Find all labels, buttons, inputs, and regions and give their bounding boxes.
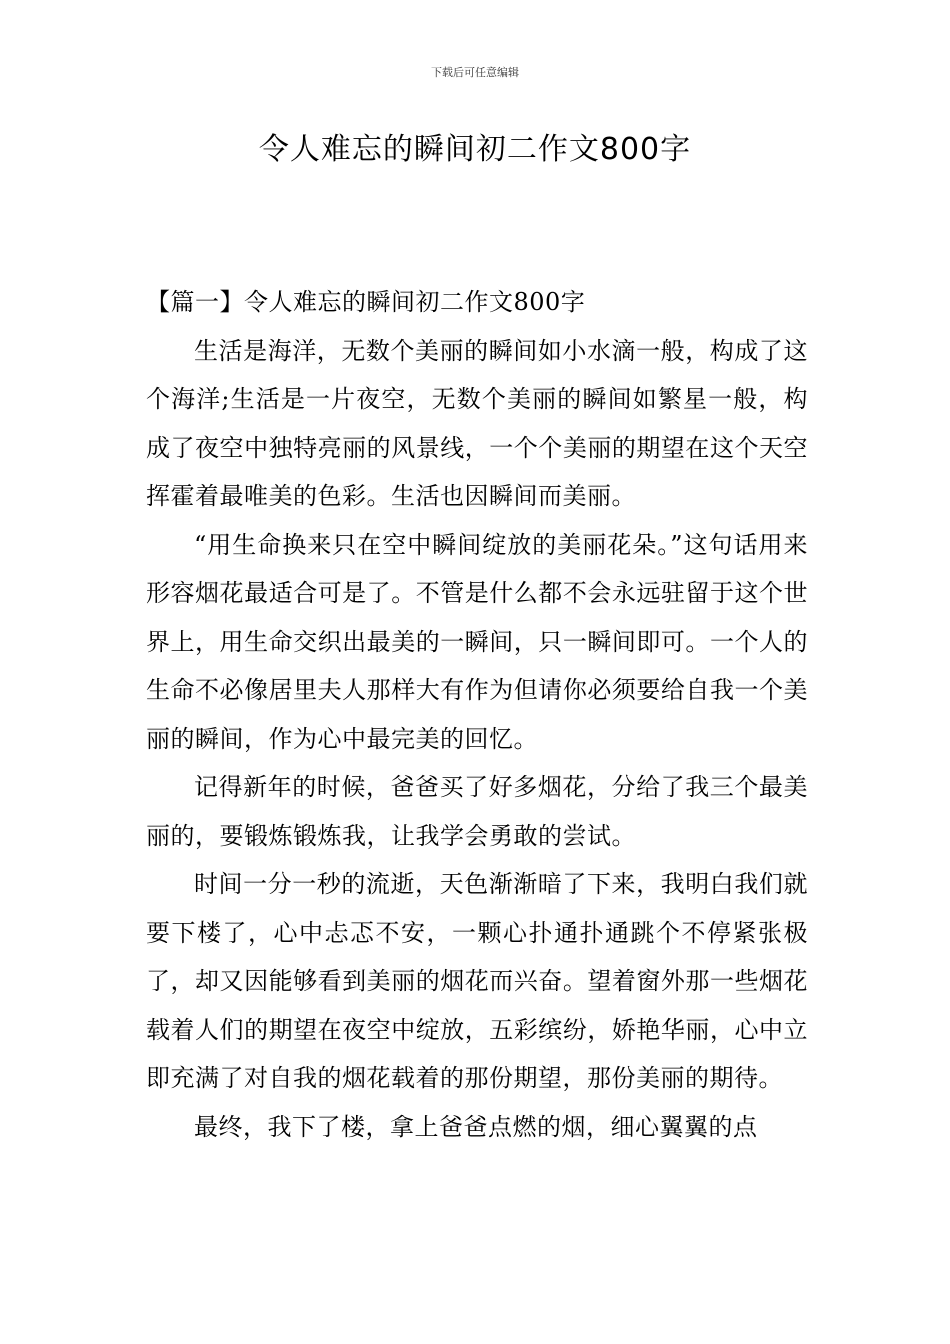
document-body bbox=[146, 278, 808, 1151]
section-heading: 【篇一】令人难忘的瞬间初二作文800字 bbox=[146, 288, 586, 316]
paragraph-2: “用生命换来只在空中瞬间绽放的美丽花朵。”这句话用来形容烟花最适合可是了。不管是什么都不会永远驻留于这个世界上，用生命交织出最美的一瞬间，只一瞬间即可。一个人的生命不必像居里夫人那样大有作为但请你必须要给自我一个美丽的瞬间，作为心中最完美的回忆。 bbox=[146, 530, 808, 753]
paragraph-1: 生活是海洋，无数个美丽的瞬间如小水滴一般，构成了这个海洋;生活是一片夜空，无数个美丽的瞬间如繁星一般，构成了夜空中独特亮丽的风景线，一个个美丽的期望在这个天空挥霍着最唯美的色彩。生活也因瞬间而美丽。 bbox=[146, 336, 808, 510]
paragraph-4: 时间一分一秒的流逝，天色渐渐暗了下来，我明白我们就要下楼了，心中忐忑不安，一颗心扑通扑通跳个不停紧张极了，却又因能够看到美丽的烟花而兴奋。望着窗外那一些烟花载着人们的期望在夜空中绽放，五彩缤纷，娇艳华丽，心中立即充满了对自我的烟花载着的那份期望，那份美丽的期待。 bbox=[146, 870, 808, 1092]
paragraph-5: 最终，我下了楼，拿上爸爸点燃的烟，细心翼翼的点 bbox=[194, 1112, 758, 1141]
document-title: 令人难忘的瞬间初二作文800字 bbox=[258, 132, 692, 167]
header-note: 下载后可任意编辑 bbox=[431, 66, 519, 79]
paragraph-3: 记得新年的时候，爸爸买了好多烟花，分给了我三个最美丽的，要锻炼锻炼我，让我学会勇敢的尝试。 bbox=[146, 773, 808, 850]
